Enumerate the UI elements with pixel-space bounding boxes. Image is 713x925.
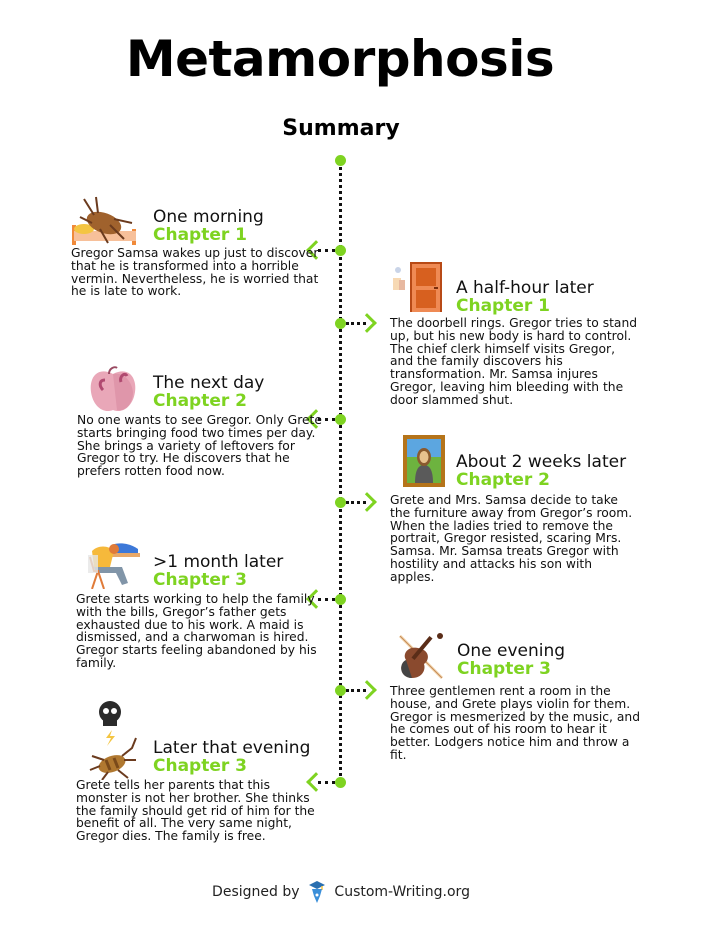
event-description: No one wants to see Gregor. Only Grete starts bringing food two times per day. She brings a variety of leftovers for Gregor to try. He discovers that he prefers rotten food now. bbox=[77, 413, 322, 479]
event-description: Grete and Mrs. Samsa decide to take the furniture away from Gregor’s room. When the ladies tried to remove the portrait, Gregor resisted, scaring Mrs. Samsa. Mr. Samsa treats Gregor with hostility and attacks his son with apples. bbox=[390, 493, 633, 584]
event-time: >1 month later bbox=[153, 552, 284, 572]
event-chapter: Chapter 3 bbox=[153, 756, 248, 776]
timeline-node-2 bbox=[335, 318, 346, 329]
timeline-node-5 bbox=[335, 594, 346, 605]
event-description: Grete tells her parents that this monster is not her brother. She thinks the family should get rid of him for the benefit of all. The very same night, Gregor dies. The family is free. bbox=[76, 778, 315, 844]
footer-brand[interactable]: Custom-Writing.org bbox=[334, 884, 470, 900]
footer-prefix: Designed by bbox=[212, 884, 300, 900]
portrait-painting-icon bbox=[403, 435, 445, 487]
page-title: Metamorphosis bbox=[125, 30, 555, 88]
timeline-node-7 bbox=[335, 777, 346, 788]
event-time: One evening bbox=[457, 641, 566, 661]
dead-cockroach-skull-icon bbox=[88, 700, 140, 780]
rotten-apple-icon bbox=[87, 364, 139, 414]
arrow-right-icon bbox=[357, 680, 377, 700]
event-time: About 2 weeks later bbox=[456, 452, 627, 472]
timeline-node-6 bbox=[335, 685, 346, 696]
arrow-right-icon bbox=[357, 492, 377, 512]
door-and-doorbell-icon bbox=[390, 260, 446, 314]
event-chapter: Chapter 2 bbox=[153, 391, 248, 411]
timeline-node-4 bbox=[335, 497, 346, 508]
arrow-right-icon bbox=[357, 313, 377, 333]
event-time: One morning bbox=[153, 207, 264, 227]
event-time: A half-hour later bbox=[456, 278, 594, 298]
violin-icon bbox=[396, 630, 452, 682]
event-chapter: Chapter 1 bbox=[456, 296, 551, 316]
event-description: Three gentlemen rent a room in the house, and Grete plays violin for them. Gregor is mesmerized by the music, and he comes out of his room to hear it better. Lodgers notice him and throw a fit. bbox=[390, 684, 640, 762]
timeline-start-dot bbox=[335, 155, 346, 166]
event-time: Later that evening bbox=[153, 738, 311, 758]
event-chapter: Chapter 3 bbox=[153, 570, 248, 590]
event-description: Grete starts working to help the family with the bills, Gregor’s father gets exhausted due to his work. A maid is dismissed, and a charwoman is hired. Gregor starts feeling abandoned by his family. bbox=[76, 592, 317, 670]
exhausted-worker-icon bbox=[88, 543, 140, 589]
timeline-node-3 bbox=[335, 414, 346, 425]
event-description: Gregor Samsa wakes up just to discover that he is transformed into a horrible vermin. Nevertheless, he is worried that he is late to work. bbox=[71, 246, 319, 299]
cockroach-in-bed-icon bbox=[70, 195, 142, 247]
event-chapter: Chapter 3 bbox=[457, 659, 552, 679]
event-chapter: Chapter 1 bbox=[153, 225, 248, 245]
event-chapter: Chapter 2 bbox=[456, 470, 551, 490]
graduation-cap-pen-icon bbox=[308, 880, 326, 904]
page-subtitle: Summary bbox=[282, 116, 400, 141]
timeline-node-1 bbox=[335, 245, 346, 256]
footer-credit bbox=[0, 880, 682, 904]
event-time: The next day bbox=[153, 373, 265, 393]
event-description: The doorbell rings. Gregor tries to stand up, but his new body is hard to control. The chief clerk himself visits Gregor, and the family discovers his transformation. Mr. Samsa injures Gregor, leaving him bleeding with the door slammed shut. bbox=[390, 316, 638, 407]
